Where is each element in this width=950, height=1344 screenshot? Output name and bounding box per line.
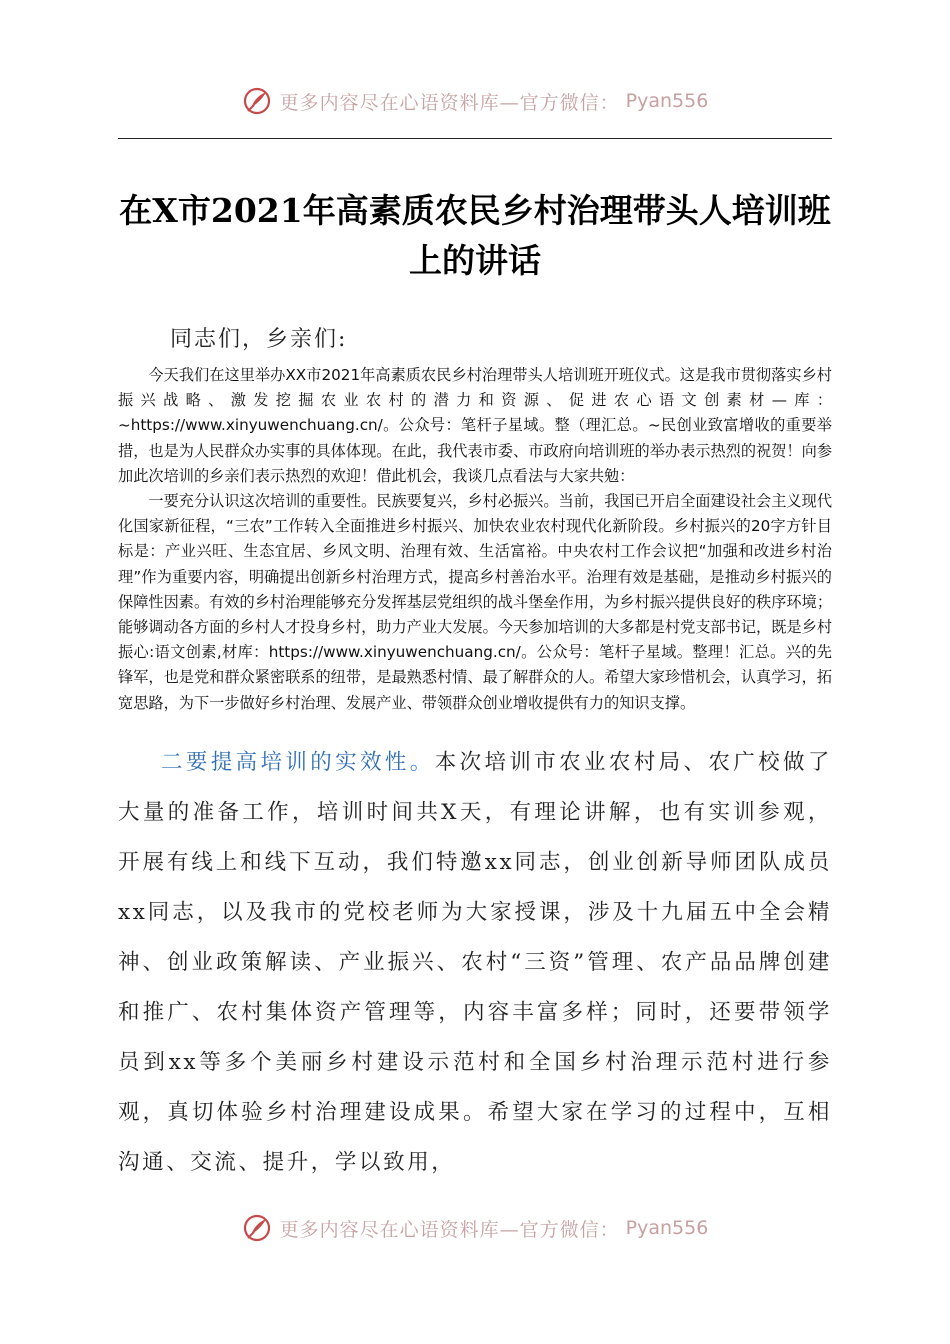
body-large-section xyxy=(118,738,832,1188)
section-heading-accent: 二要提高培训的实效性。 xyxy=(161,750,435,775)
watermark-text: 更多内容尽在心语资料库—官方微信： xyxy=(279,1218,620,1241)
paragraph-intro: 今天我们在这里举办XX市2021年高素质农民乡村治理带头人培训班开班仪式。这是我市贯彻落实乡村振兴战略、激发挖掘农业农村的潜力和资源、促进农心语文创素材—库：~https://www.xinyuwenchuang.cn/。公众号：笔杆子星域。整（理汇总。~民创业致富增收的重要举措，也是为人民群众办实事的具体体现。在此，我代表市委、市政府向培训班的举办表示热烈的祝贺！向参加此次培训的乡亲们表示热烈的欢迎！借此机会，我谈几点看法与大家共勉： xyxy=(118,366,832,485)
feather-pen-logo-icon xyxy=(242,1213,272,1243)
paragraph-point-two-text: 本次培训市农业农村局、农广校做了大量的准备工作，培训时间共X天，有理论讲解，也有实训参观，开展有线上和线下互动，我们特邀xx同志，创业创新导师团队成员xx同志，以及我市的党校老师为大家授课，涉及十九届五中全会精神、创业政策解读、产业振兴、农村“三资”管理、农产品品牌创建和推广、农村集体资产管理等，内容丰富多样；同时，还要带领学员到xx等多个美丽乡村建设示范村和全国乡村治理示范村进行参观，真切体验乡村治理建设成果。希望大家在学习的过程中，互相沟通、交流、提升，学以致用， xyxy=(118,750,832,1175)
watermark-wechat-id: Pyan556 xyxy=(625,1217,709,1239)
document-title: 在X市2021年高素质农民乡村治理带头人培训班上的讲话 xyxy=(119,191,831,280)
watermark-header xyxy=(0,86,950,116)
watermark-footer xyxy=(0,1213,950,1243)
paragraph-point-two xyxy=(118,738,832,1188)
header-divider xyxy=(118,138,832,139)
paragraph-point-one: 一要充分认识这次培训的重要性。民族要复兴，乡村必振兴。当前，我国已开启全面建设社会主义现代化国家新征程，“三农”工作转入全面推进乡村振兴、加快农业农村现代化新阶段。乡村振兴的20字方针目标是：产业兴旺、生态宜居、乡风文明、治理有效、生活富裕。中央农村工作会议把“加强和改进乡村治理”作为重要内容，明确提出创新乡村治理方式，提高乡村善治水平。治理有效是基础，是推动乡村振兴的保障性因素。有效的乡村治理能够充分发挥基层党组织的战斗堡垒作用，为乡村振兴提供良好的秩序环境；能够调动各方面的乡村人才投身乡村，助力产业大发展。今天参加培训的大多都是村党支部书记，既是乡村振心:语文创素,材库：https://www.xinyuwenchuang.cn/。公众号：笔杆子星域。整理！汇总。兴的先锋军，也是党和群众紧密联系的纽带，是最熟悉村情、最了解群众的人。希望大家珍惜机会，认真学习，拓宽思路，为下一步做好乡村治理、发展产业、带领群众创业增收提供有力的知识支撑。 xyxy=(118,492,832,712)
watermark-wechat-id: Pyan556 xyxy=(625,90,709,112)
feather-pen-logo-icon xyxy=(242,86,272,116)
body-small-section xyxy=(118,363,832,716)
greeting: 同志们，乡亲们: xyxy=(170,327,348,352)
watermark-text: 更多内容尽在心语资料库—官方微信： xyxy=(279,91,620,114)
